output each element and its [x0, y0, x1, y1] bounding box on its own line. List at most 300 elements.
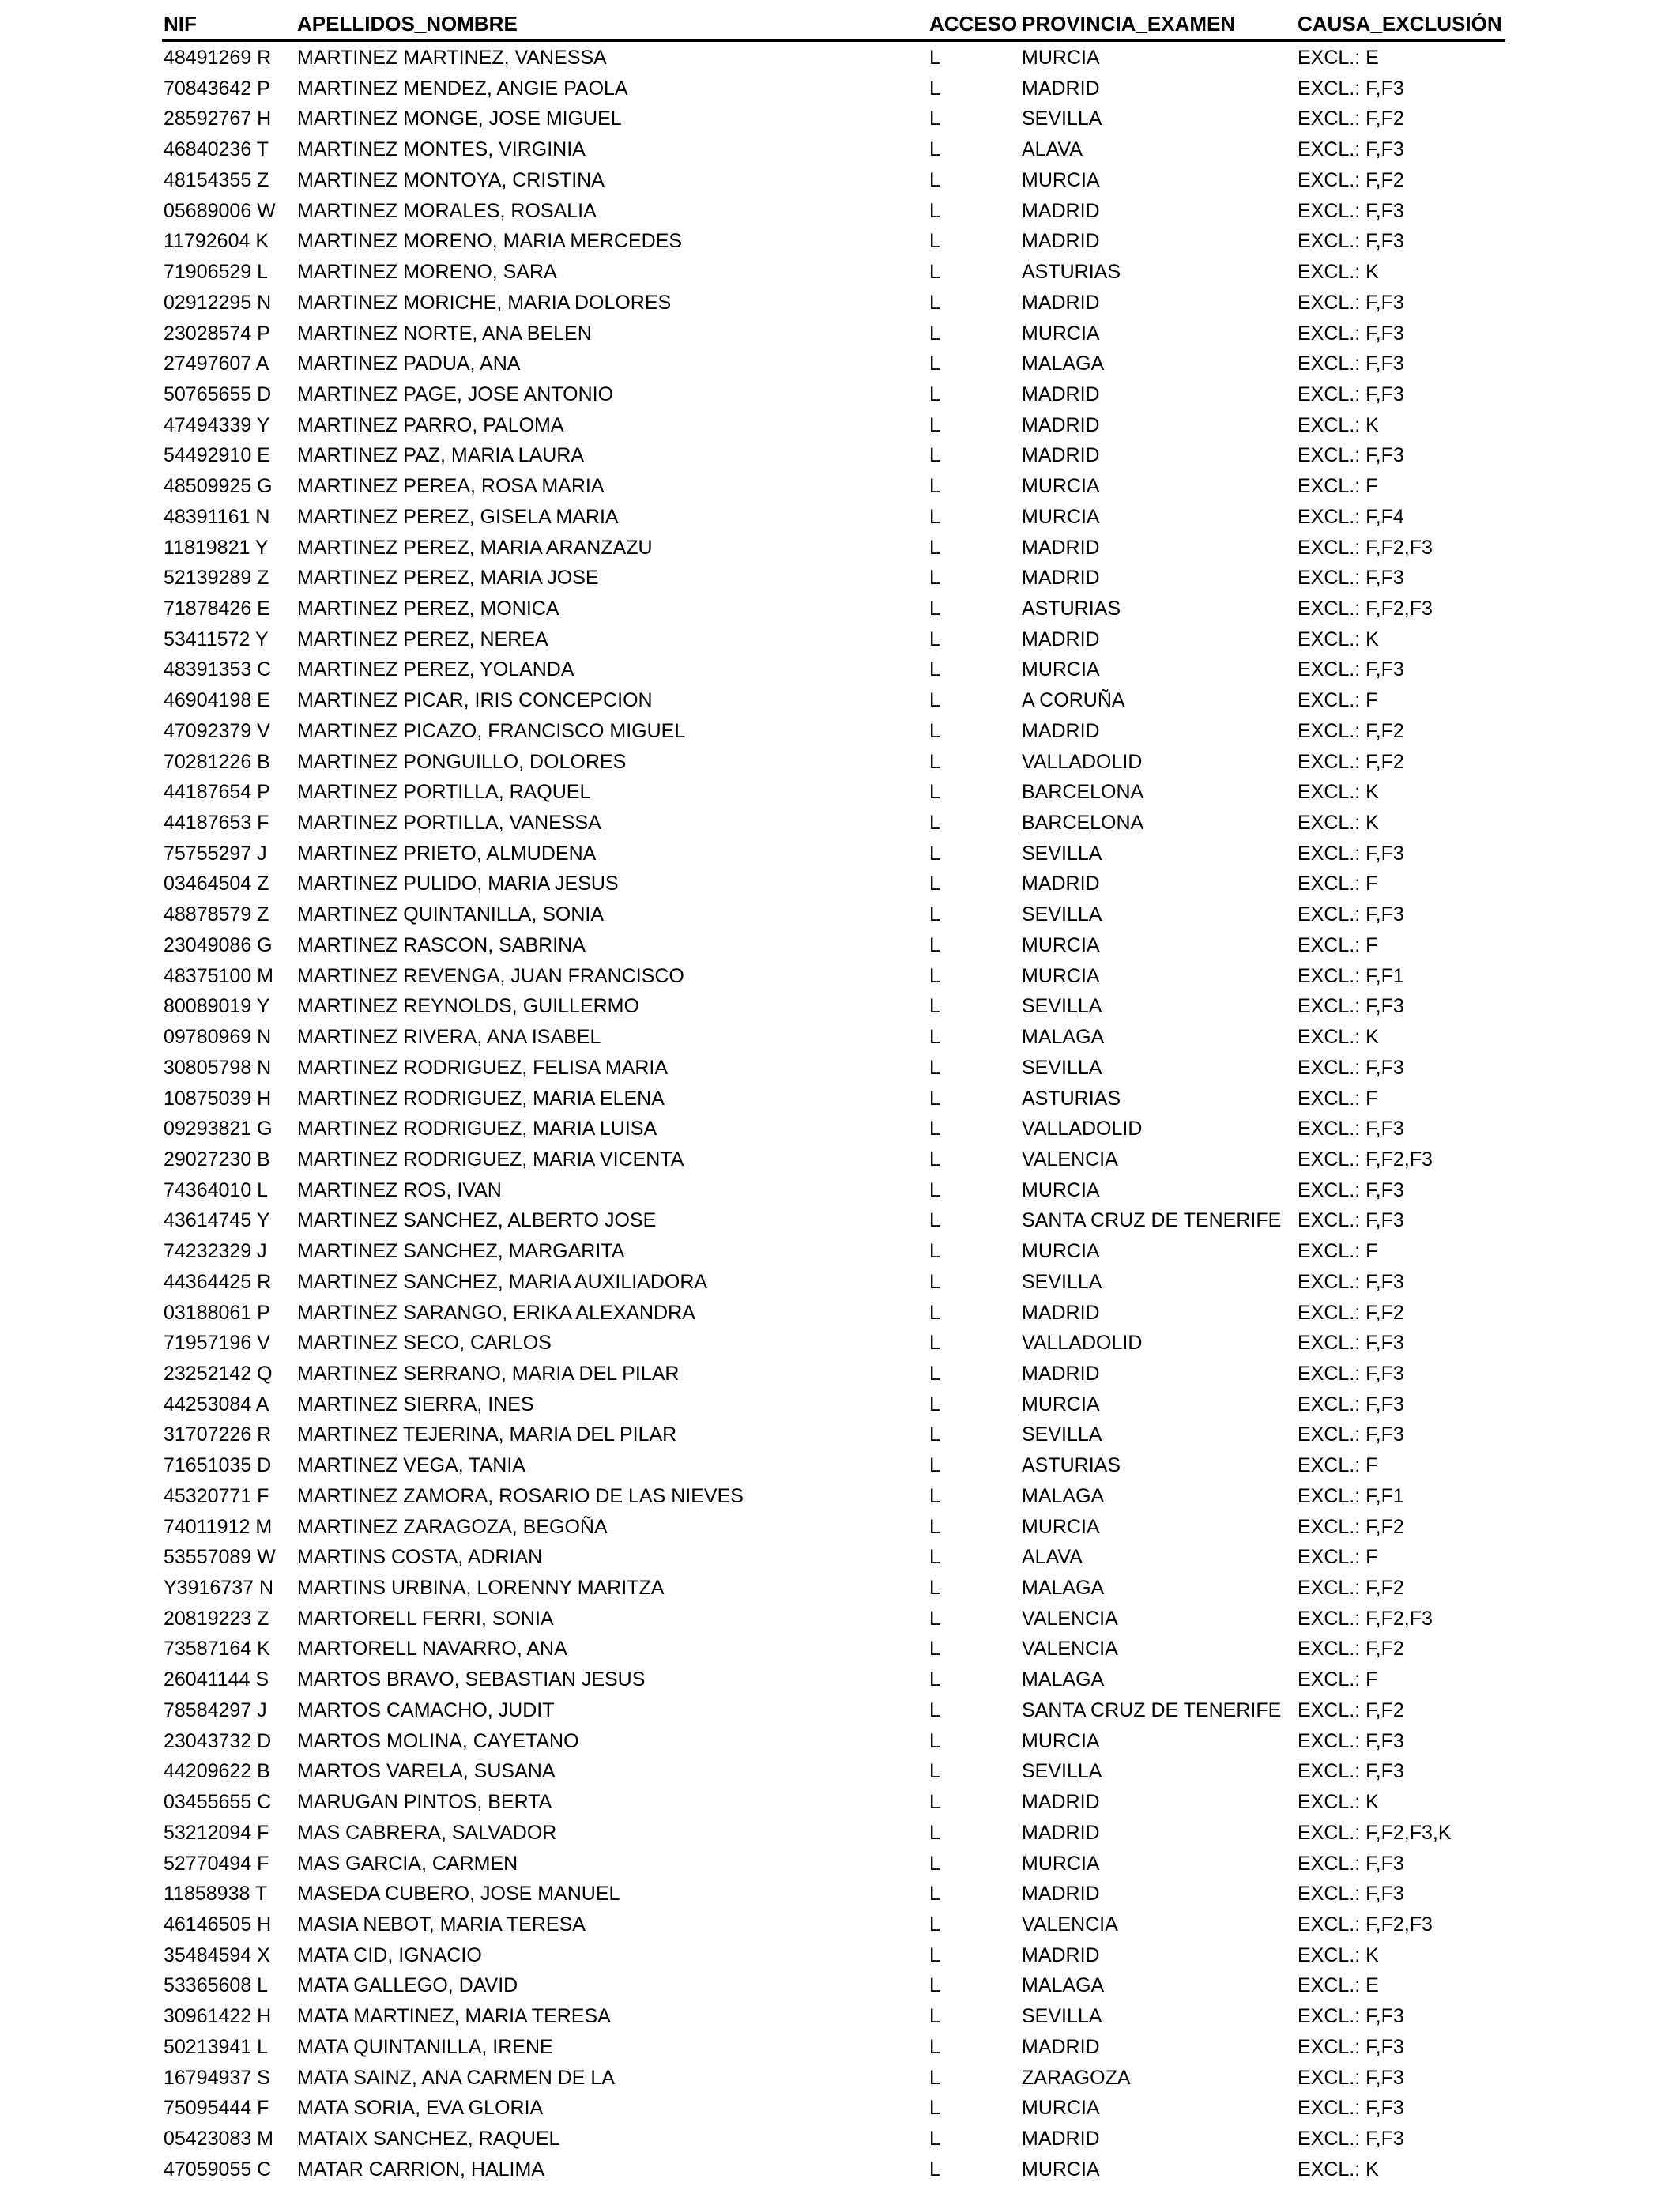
cell-apellidos-nombre: MARTINEZ MONTOYA, CRISTINA	[297, 168, 605, 191]
cell-provincia: SEVILLA	[1022, 2005, 1102, 2028]
table-row	[0, 1450, 1680, 1480]
cell-acceso: L	[929, 1118, 940, 1140]
table-row	[0, 471, 1680, 501]
cell-acceso: L	[929, 47, 940, 69]
cell-causa: EXCL.: F,F2	[1298, 1515, 1404, 1538]
cell-acceso: L	[929, 1454, 940, 1477]
cell-causa: EXCL.: F,F3	[1298, 1852, 1404, 1875]
cell-causa: EXCL.: F,F3	[1298, 1423, 1404, 1446]
cell-causa: EXCL.: F	[1298, 933, 1378, 956]
table-row	[0, 1175, 1680, 1205]
cell-apellidos-nombre: MATAR CARRION, HALIMA	[297, 2158, 544, 2181]
cell-causa: EXCL.: F,F3	[1298, 658, 1404, 681]
cell-provincia: MADRID	[1022, 719, 1100, 742]
cell-provincia: VALENCIA	[1022, 1607, 1118, 1630]
cell-nif: 44209622 B	[164, 1760, 270, 1783]
table-row	[0, 1849, 1680, 1879]
cell-causa: EXCL.: F,F1	[1298, 964, 1404, 987]
cell-provincia: MURCIA	[1022, 1178, 1100, 1201]
table-row	[0, 685, 1680, 715]
cell-provincia: MURCIA	[1022, 1515, 1100, 1538]
cell-acceso: L	[929, 812, 940, 834]
cell-acceso: L	[929, 1760, 940, 1783]
cell-provincia: MURCIA	[1022, 47, 1100, 69]
cell-apellidos-nombre: MATA SORIA, EVA GLORIA	[297, 2097, 544, 2120]
cell-acceso: L	[929, 1484, 940, 1507]
header-acceso: ACCESO	[929, 12, 1018, 36]
cell-causa: EXCL.: F,F3	[1298, 995, 1404, 1018]
cell-acceso: L	[929, 598, 940, 620]
cell-nif: 02912295 N	[164, 291, 272, 314]
cell-provincia: ALAVA	[1022, 1546, 1083, 1569]
cell-nif: 44187654 P	[164, 781, 270, 804]
cell-nif: 71878426 E	[164, 598, 270, 620]
cell-causa: EXCL.: F,F2,F3	[1298, 1913, 1433, 1936]
cell-acceso: L	[929, 903, 940, 926]
cell-acceso: L	[929, 1178, 940, 1201]
cell-causa: EXCL.: F,F2	[1298, 168, 1404, 191]
table-row	[0, 1756, 1680, 1786]
cell-causa: EXCL.: F,F3	[1298, 199, 1404, 222]
cell-apellidos-nombre: MARTINEZ MORALES, ROSALIA	[297, 199, 597, 222]
cell-acceso: L	[929, 168, 940, 191]
cell-acceso: L	[929, 1209, 940, 1232]
cell-nif: 53411572 Y	[164, 628, 269, 650]
cell-causa: EXCL.: F	[1298, 1454, 1378, 1477]
cell-provincia: ASTURIAS	[1022, 1454, 1121, 1477]
cell-apellidos-nombre: MARTINEZ RODRIGUEZ, FELISA MARIA	[297, 1056, 669, 1079]
table-row	[0, 1818, 1680, 1848]
cell-causa: EXCL.: F,F2	[1298, 1698, 1404, 1721]
cell-nif: 52139289 Z	[164, 567, 269, 590]
header-provincia-examen: PROVINCIA_EXAMEN	[1022, 12, 1236, 36]
cell-nif: 28592767 H	[164, 107, 272, 130]
cell-nif: 26041144 S	[164, 1668, 269, 1691]
table-row	[0, 440, 1680, 470]
cell-nif: 11792604 K	[164, 230, 269, 253]
cell-apellidos-nombre: MARTINEZ PEREZ, YOLANDA	[297, 658, 574, 681]
cell-causa: EXCL.: F	[1298, 475, 1378, 498]
cell-nif: 48375100 M	[164, 964, 274, 987]
cell-provincia: A CORUÑA	[1022, 689, 1125, 712]
cell-apellidos-nombre: MASIA NEBOT, MARIA TERESA	[297, 1913, 586, 1936]
cell-provincia: VALENCIA	[1022, 1638, 1118, 1661]
cell-provincia: MADRID	[1022, 1943, 1100, 1966]
cell-provincia: MADRID	[1022, 2128, 1100, 2150]
cell-nif: 23028574 P	[164, 322, 270, 345]
cell-provincia: VALLADOLID	[1022, 750, 1143, 773]
table-row	[0, 1298, 1680, 1328]
cell-nif: 43614745 Y	[164, 1209, 270, 1232]
cell-causa: EXCL.: E	[1298, 47, 1379, 69]
cell-provincia: MALAGA	[1022, 1974, 1105, 1997]
table-row	[0, 1726, 1680, 1756]
cell-apellidos-nombre: MARTINEZ MORICHE, MARIA DOLORES	[297, 291, 672, 314]
cell-causa: EXCL.: F,F2,F3,K	[1298, 1821, 1452, 1844]
cell-acceso: L	[929, 2128, 940, 2150]
cell-causa: EXCL.: F,F2,F3	[1298, 1607, 1433, 1630]
cell-nif: 53557089 W	[164, 1546, 276, 1569]
cell-acceso: L	[929, 383, 940, 405]
cell-provincia: MURCIA	[1022, 322, 1100, 345]
cell-apellidos-nombre: MARTINEZ PONGUILLO, DOLORES	[297, 750, 627, 773]
cell-causa: EXCL.: F,F3	[1298, 1209, 1404, 1232]
cell-nif: 10875039 H	[164, 1087, 272, 1110]
table-row	[0, 104, 1680, 134]
cell-nif: 74232329 J	[164, 1240, 267, 1263]
cell-causa: EXCL.: F,F3	[1298, 1393, 1404, 1416]
header-underline	[162, 39, 1505, 42]
cell-nif: 11858938 T	[164, 1883, 268, 1906]
cell-acceso: L	[929, 2066, 940, 2089]
cell-acceso: L	[929, 1791, 940, 1813]
cell-provincia: MADRID	[1022, 291, 1100, 314]
cell-provincia: ASTURIAS	[1022, 598, 1121, 620]
cell-provincia: VALENCIA	[1022, 1148, 1118, 1171]
table-row	[0, 1389, 1680, 1419]
cell-apellidos-nombre: MARUGAN PINTOS, BERTA	[297, 1791, 552, 1813]
cell-acceso: L	[929, 1974, 940, 1997]
cell-apellidos-nombre: MARTINEZ PEREZ, GISELA MARIA	[297, 505, 619, 528]
table-row	[0, 1267, 1680, 1297]
cell-provincia: MURCIA	[1022, 1393, 1100, 1416]
table-row	[0, 74, 1680, 104]
cell-causa: EXCL.: F,F3	[1298, 1178, 1404, 1201]
cell-provincia: MURCIA	[1022, 2097, 1100, 2120]
cell-acceso: L	[929, 2158, 940, 2181]
table-row	[0, 1022, 1680, 1052]
table-row	[0, 930, 1680, 960]
cell-provincia: ALAVA	[1022, 138, 1083, 161]
cell-causa: EXCL.: F,F2	[1298, 719, 1404, 742]
cell-causa: EXCL.: F,F3	[1298, 567, 1404, 590]
cell-provincia: MADRID	[1022, 444, 1100, 467]
cell-nif: 30961422 H	[164, 2005, 272, 2028]
cell-acceso: L	[929, 1668, 940, 1691]
cell-provincia: MALAGA	[1022, 1668, 1105, 1691]
cell-provincia: SEVILLA	[1022, 1760, 1102, 1783]
cell-causa: EXCL.: F,F2	[1298, 1301, 1404, 1324]
cell-apellidos-nombre: MARTINEZ ZARAGOZA, BEGOÑA	[297, 1515, 608, 1538]
cell-nif: 47494339 Y	[164, 413, 270, 436]
cell-apellidos-nombre: MARTINEZ RIVERA, ANA ISABEL	[297, 1026, 601, 1048]
cell-acceso: L	[929, 322, 940, 345]
cell-nif: 46840236 T	[164, 138, 269, 161]
cell-nif: 23043732 D	[164, 1729, 272, 1752]
cell-nif: 48878579 Z	[164, 903, 269, 926]
cell-provincia: SEVILLA	[1022, 107, 1102, 130]
cell-causa: EXCL.: F,F2	[1298, 1577, 1404, 1599]
cell-acceso: L	[929, 750, 940, 773]
cell-apellidos-nombre: MARTINEZ PEREZ, MARIA ARANZAZU	[297, 536, 653, 559]
table-row	[0, 2063, 1680, 2093]
cell-apellidos-nombre: MARTINEZ SARANGO, ERIKA ALEXANDRA	[297, 1301, 695, 1324]
cell-apellidos-nombre: MARTINEZ SIERRA, INES	[297, 1393, 534, 1416]
table-row	[0, 196, 1680, 226]
cell-acceso: L	[929, 291, 940, 314]
cell-apellidos-nombre: MARTORELL FERRI, SONIA	[297, 1607, 554, 1630]
cell-apellidos-nombre: MARTINEZ MARTINEZ, VANESSA	[297, 47, 607, 69]
cell-causa: EXCL.: F	[1298, 1240, 1378, 1263]
cell-apellidos-nombre: MARTINEZ VEGA, TANIA	[297, 1454, 525, 1477]
table-row	[0, 747, 1680, 777]
table-row	[0, 654, 1680, 684]
cell-causa: EXCL.: F	[1298, 689, 1378, 712]
cell-provincia: VALLADOLID	[1022, 1118, 1143, 1140]
cell-nif: 35484594 X	[164, 1943, 270, 1966]
table-row	[0, 134, 1680, 164]
cell-apellidos-nombre: MARTINEZ RODRIGUEZ, MARIA VICENTA	[297, 1148, 684, 1171]
table-row	[0, 1573, 1680, 1603]
cell-causa: EXCL.: F,F3	[1298, 2035, 1404, 2058]
cell-apellidos-nombre: MARTINS COSTA, ADRIAN	[297, 1546, 543, 1569]
cell-apellidos-nombre: MARTINEZ PRIETO, ALMUDENA	[297, 842, 597, 865]
cell-nif: 74364010 L	[164, 1178, 269, 1201]
cell-nif: 75755297 J	[164, 842, 267, 865]
cell-provincia: MURCIA	[1022, 964, 1100, 987]
cell-causa: EXCL.: F,F3	[1298, 352, 1404, 375]
cell-nif: 80089019 Y	[164, 995, 270, 1018]
cell-apellidos-nombre: MARTINEZ PORTILLA, RAQUEL	[297, 781, 591, 804]
cell-causa: EXCL.: F,F3	[1298, 444, 1404, 467]
cell-nif: 75095444 F	[164, 2097, 269, 2120]
cell-acceso: L	[929, 1087, 940, 1110]
table-row	[0, 1084, 1680, 1114]
cell-causa: EXCL.: F,F2	[1298, 750, 1404, 773]
cell-nif: 23252142 Q	[164, 1363, 273, 1385]
table-row	[0, 43, 1680, 73]
table-row	[0, 1695, 1680, 1725]
cell-acceso: L	[929, 628, 940, 650]
cell-apellidos-nombre: MARTINEZ PORTILLA, VANESSA	[297, 812, 601, 834]
cell-acceso: L	[929, 2035, 940, 2058]
cell-causa: EXCL.: F,F3	[1298, 2128, 1404, 2150]
table-row	[0, 624, 1680, 654]
cell-acceso: L	[929, 77, 940, 100]
cell-nif: 71906529 L	[164, 261, 269, 283]
cell-causa: EXCL.: F,F3	[1298, 291, 1404, 314]
table-row	[0, 257, 1680, 287]
table-row	[0, 1205, 1680, 1235]
cell-causa: EXCL.: K	[1298, 2158, 1379, 2181]
cell-apellidos-nombre: MARTINEZ REYNOLDS, GUILLERMO	[297, 995, 639, 1018]
table-row	[0, 1512, 1680, 1542]
table-row	[0, 533, 1680, 563]
cell-apellidos-nombre: MARTINEZ PADUA, ANA	[297, 352, 521, 375]
cell-acceso: L	[929, 1821, 940, 1844]
cell-provincia: MADRID	[1022, 1301, 1100, 1324]
cell-apellidos-nombre: MARTINEZ PEREZ, NEREA	[297, 628, 548, 650]
cell-nif: 48391161 N	[164, 505, 270, 528]
cell-nif: 05423083 M	[164, 2128, 274, 2150]
cell-provincia: MADRID	[1022, 873, 1100, 895]
cell-causa: EXCL.: F,F3	[1298, 1332, 1404, 1355]
cell-acceso: L	[929, 2097, 940, 2120]
cell-nif: Y3916737 N	[164, 1577, 274, 1599]
cell-nif: 03464504 Z	[164, 873, 269, 895]
cell-nif: 09780969 N	[164, 1026, 272, 1048]
cell-acceso: L	[929, 781, 940, 804]
cell-provincia: MURCIA	[1022, 1240, 1100, 1263]
cell-provincia: MADRID	[1022, 383, 1100, 405]
cell-provincia: MALAGA	[1022, 1484, 1105, 1507]
cell-acceso: L	[929, 719, 940, 742]
cell-provincia: MADRID	[1022, 413, 1100, 436]
cell-acceso: L	[929, 138, 940, 161]
cell-provincia: MADRID	[1022, 536, 1100, 559]
cell-acceso: L	[929, 1729, 940, 1752]
cell-provincia: MALAGA	[1022, 1577, 1105, 1599]
cell-acceso: L	[929, 964, 940, 987]
cell-acceso: L	[929, 933, 940, 956]
table-row	[0, 839, 1680, 869]
cell-acceso: L	[929, 475, 940, 498]
cell-apellidos-nombre: MARTINEZ MENDEZ, ANGIE PAOLA	[297, 77, 628, 100]
cell-nif: 46904198 E	[164, 689, 270, 712]
cell-acceso: L	[929, 352, 940, 375]
cell-apellidos-nombre: MARTOS VARELA, SUSANA	[297, 1760, 556, 1783]
header-nif: NIF	[164, 12, 197, 36]
cell-provincia: MADRID	[1022, 230, 1100, 253]
cell-apellidos-nombre: MARTINEZ RODRIGUEZ, MARIA LUISA	[297, 1118, 657, 1140]
cell-provincia: MURCIA	[1022, 168, 1100, 191]
table-row	[0, 1542, 1680, 1572]
cell-provincia: ASTURIAS	[1022, 1087, 1121, 1110]
cell-acceso: L	[929, 230, 940, 253]
cell-provincia: SANTA CRUZ DE TENERIFE	[1022, 1698, 1282, 1721]
cell-provincia: MALAGA	[1022, 352, 1105, 375]
table-row	[0, 1787, 1680, 1817]
cell-acceso: L	[929, 444, 940, 467]
table-row	[0, 777, 1680, 807]
cell-acceso: L	[929, 1607, 940, 1630]
table-row	[0, 2032, 1680, 2062]
cell-apellidos-nombre: MARTINEZ SECO, CARLOS	[297, 1332, 552, 1355]
table-row	[0, 1053, 1680, 1083]
cell-provincia: MADRID	[1022, 567, 1100, 590]
cell-acceso: L	[929, 1240, 940, 1263]
cell-acceso: L	[929, 1423, 940, 1446]
cell-causa: EXCL.: F,F3	[1298, 77, 1404, 100]
cell-apellidos-nombre: MARTINEZ PEREZ, MONICA	[297, 598, 559, 620]
cell-causa: EXCL.: F,F3	[1298, 1883, 1404, 1906]
cell-nif: 05689006 W	[164, 199, 276, 222]
cell-apellidos-nombre: MARTINEZ PULIDO, MARIA JESUS	[297, 873, 619, 895]
cell-provincia: MURCIA	[1022, 933, 1100, 956]
cell-apellidos-nombre: MARTINEZ MORENO, MARIA MERCEDES	[297, 230, 683, 253]
table-row	[0, 319, 1680, 349]
cell-apellidos-nombre: MARTINEZ PAZ, MARIA LAURA	[297, 444, 585, 467]
cell-nif: 70843642 P	[164, 77, 270, 100]
cell-apellidos-nombre: MARTINEZ PEREA, ROSA MARIA	[297, 475, 605, 498]
table-row	[0, 2001, 1680, 2031]
cell-apellidos-nombre: MARTINS URBINA, LORENNY MARITZA	[297, 1577, 665, 1599]
cell-apellidos-nombre: MARTINEZ TEJERINA, MARIA DEL PILAR	[297, 1423, 677, 1446]
table-row	[0, 379, 1680, 409]
cell-acceso: L	[929, 1301, 940, 1324]
cell-provincia: VALENCIA	[1022, 1913, 1118, 1936]
cell-provincia: SEVILLA	[1022, 1056, 1102, 1079]
cell-apellidos-nombre: MARTORELL NAVARRO, ANA	[297, 1638, 567, 1661]
cell-causa: EXCL.: F,F2,F3	[1298, 536, 1433, 559]
cell-causa: EXCL.: F,F3	[1298, 1363, 1404, 1385]
cell-acceso: L	[929, 1363, 940, 1385]
table-row	[0, 594, 1680, 624]
cell-provincia: MADRID	[1022, 77, 1100, 100]
cell-provincia: MURCIA	[1022, 1729, 1100, 1752]
cell-acceso: L	[929, 689, 940, 712]
cell-apellidos-nombre: MARTINEZ SANCHEZ, MARIA AUXILIADORA	[297, 1270, 708, 1293]
cell-apellidos-nombre: MARTINEZ REVENGA, JUAN FRANCISCO	[297, 964, 684, 987]
cell-causa: EXCL.: F	[1298, 1087, 1378, 1110]
cell-acceso: L	[929, 1515, 940, 1538]
cell-acceso: L	[929, 261, 940, 283]
cell-nif: 50213941 L	[164, 2035, 269, 2058]
cell-nif: 30805798 N	[164, 1056, 272, 1079]
cell-causa: EXCL.: F,F3	[1298, 2097, 1404, 2120]
cell-apellidos-nombre: MARTINEZ PICAZO, FRANCISCO MIGUEL	[297, 719, 686, 742]
cell-causa: EXCL.: K	[1298, 413, 1379, 436]
table-row	[0, 502, 1680, 532]
cell-acceso: L	[929, 1698, 940, 1721]
cell-causa: EXCL.: K	[1298, 261, 1379, 283]
cell-causa: EXCL.: K	[1298, 781, 1379, 804]
cell-nif: 03455655 C	[164, 1791, 272, 1813]
cell-nif: 45320771 F	[164, 1484, 269, 1507]
cell-causa: EXCL.: F,F2	[1298, 107, 1404, 130]
cell-acceso: L	[929, 1270, 940, 1293]
table-row	[0, 288, 1680, 318]
cell-acceso: L	[929, 873, 940, 895]
cell-nif: 03188061 P	[164, 1301, 270, 1324]
cell-apellidos-nombre: MARTINEZ SERRANO, MARIA DEL PILAR	[297, 1363, 680, 1385]
cell-provincia: MURCIA	[1022, 658, 1100, 681]
table-row	[0, 563, 1680, 593]
table-row	[0, 349, 1680, 379]
cell-nif: 71651035 D	[164, 1454, 272, 1477]
cell-provincia: MURCIA	[1022, 1852, 1100, 1875]
cell-apellidos-nombre: MARTINEZ SANCHEZ, MARGARITA	[297, 1240, 625, 1263]
cell-nif: 44253084 A	[164, 1393, 269, 1416]
cell-apellidos-nombre: MARTINEZ QUINTANILLA, SONIA	[297, 903, 605, 926]
cell-causa: EXCL.: F	[1298, 1546, 1378, 1569]
cell-nif: 53365608 L	[164, 1974, 269, 1997]
cell-provincia: MALAGA	[1022, 1026, 1105, 1048]
cell-causa: EXCL.: F,F2,F3	[1298, 598, 1433, 620]
table-row	[0, 1328, 1680, 1358]
cell-apellidos-nombre: MATA CID, IGNACIO	[297, 1943, 482, 1966]
cell-acceso: L	[929, 413, 940, 436]
cell-apellidos-nombre: MARTINEZ MORENO, SARA	[297, 261, 557, 283]
cell-nif: 48391353 C	[164, 658, 272, 681]
header-apellidos-nombre: APELLIDOS_NOMBRE	[297, 12, 518, 36]
table-row	[0, 1634, 1680, 1664]
cell-nif: 50765655 D	[164, 383, 272, 405]
cell-causa: EXCL.: F,F3	[1298, 1056, 1404, 1079]
cell-acceso: L	[929, 1577, 940, 1599]
cell-apellidos-nombre: MASEDA CUBERO, JOSE MANUEL	[297, 1883, 620, 1906]
table-row	[0, 1970, 1680, 2000]
cell-apellidos-nombre: MARTOS MOLINA, CAYETANO	[297, 1729, 579, 1752]
cell-nif: 46146505 H	[164, 1913, 272, 1936]
cell-nif: 54492910 E	[164, 444, 270, 467]
cell-acceso: L	[929, 1546, 940, 1569]
table-row	[0, 991, 1680, 1021]
table-row	[0, 2154, 1680, 2185]
cell-provincia: ASTURIAS	[1022, 261, 1121, 283]
cell-acceso: L	[929, 1913, 940, 1936]
cell-acceso: L	[929, 505, 940, 528]
